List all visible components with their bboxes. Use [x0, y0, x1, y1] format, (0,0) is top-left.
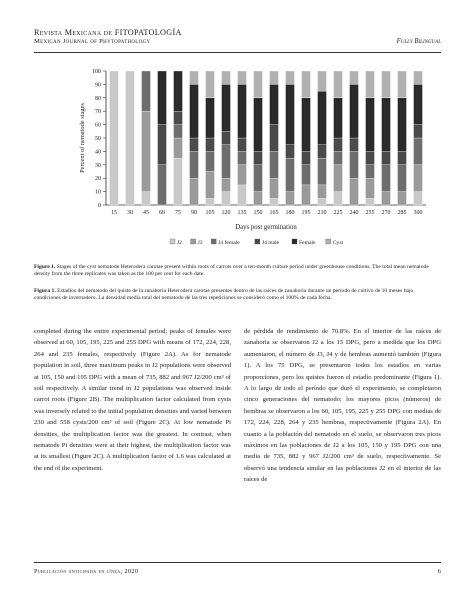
bar-segment-j4-male [158, 125, 167, 165]
bar-segment-j3 [238, 165, 247, 185]
bar-segment-j2 [334, 192, 343, 205]
bar-segment-female [350, 84, 359, 138]
bar-segment-j4-female [190, 151, 199, 178]
bar-segment-j4-female [254, 165, 263, 192]
bar-segment-j4-female [206, 151, 215, 171]
bar-segment-cyst [398, 71, 407, 98]
y-tick-label: 60 [95, 122, 101, 129]
bar-segment-female [302, 98, 311, 152]
bar-segment-cyst [302, 71, 311, 98]
bar-segment-j3 [142, 111, 151, 191]
bar-segment-j3 [286, 192, 295, 205]
bar-segment-female [238, 84, 247, 138]
bar-segment-j4-female [350, 151, 359, 178]
bar-segment-cyst [222, 71, 231, 84]
legend-label: J4 female [218, 240, 240, 246]
bar-segment-j4-male [318, 145, 327, 158]
bar-segment-j4-male [334, 138, 343, 151]
bar-segment-j4-male [286, 145, 295, 158]
y-tick-label: 20 [95, 176, 101, 183]
bar-segment-female [366, 98, 375, 152]
x-tick-label: 255 [365, 210, 375, 216]
legend-swatch [255, 239, 260, 244]
bar-segment-cyst [254, 71, 263, 98]
y-tick-label: 90 [95, 82, 101, 89]
bar-segment-j4-male [254, 151, 263, 164]
caption-es-text: Estadíos del nematodo del quiste de la zanahoria Heterodera carotae presentes dentro de las raíces de zanahoria durante un período de cultivo de 10 meses bajo condiciones de invernadero. La densidad media total del nematodo de las tres repeticiones se consideró como el 100% de cada fecha. [34, 288, 414, 302]
bar-segment-j4-female [222, 145, 231, 179]
bar-segment-j4-female [142, 71, 151, 111]
figure-caption-es [34, 288, 440, 302]
journal-title-es: Revista Mexicana de FITOPATOLOGÍA [34, 28, 182, 37]
bar-segment-j3 [254, 192, 263, 205]
x-axis-label: Days post germination [235, 224, 297, 231]
bar-segment-j2 [414, 192, 423, 205]
bar-segment-j3 [270, 178, 279, 198]
bar-segment-female [398, 98, 407, 152]
legend-swatch [326, 239, 331, 244]
bar-segment-j4-female [318, 158, 327, 185]
bar-segment-j3 [334, 165, 343, 192]
bar-segment-j4-female [382, 165, 391, 192]
x-tick-label: 60 [159, 210, 165, 216]
bar-segment-female [334, 98, 343, 138]
bar-segment-j4-male [206, 138, 215, 151]
bar-segment-female [206, 98, 215, 138]
bar-segment-cyst [238, 71, 247, 84]
y-tick-label: 50 [95, 136, 101, 142]
chart-legend [170, 239, 344, 246]
bar-segment-j4-male [350, 138, 359, 151]
y-tick-label: 70 [95, 109, 101, 116]
bar-segment-j2 [142, 192, 151, 205]
chart-bars [110, 71, 423, 205]
bar-segment-j4-male [270, 125, 279, 152]
y-tick-label: 0 [98, 203, 101, 209]
bar-segment-j3 [366, 178, 375, 198]
bar-segment-j4-female [238, 151, 247, 164]
figure-caption-en [34, 264, 440, 278]
bar-segment-j4-male [398, 151, 407, 164]
bar-segment-j3 [302, 185, 311, 205]
bar-segment-j4-male [174, 111, 183, 124]
section-label: Fully Bilingual [396, 38, 441, 45]
x-tick-label: 195 [301, 210, 311, 216]
journal-title-en: Mexican Journal of Phytopathology [34, 38, 151, 45]
x-tick-label: 30 [127, 210, 133, 216]
bar-segment-j3 [350, 178, 359, 205]
legend-swatch [191, 239, 196, 244]
bar-segment-j4-female [302, 165, 311, 185]
y-axis-label: Percent of nematode stages [79, 103, 86, 173]
bar-segment-cyst [286, 71, 295, 84]
caption-en-text: Stages of the cyst nematode Heterodera carotae present within roots of carrots over a ten-month culture period under greenhouse conditions. The total mean nematode density from the three replicates was taken as the 100 per cent for each date. [34, 264, 429, 278]
header-rule [34, 52, 441, 53]
legend-label: Female [299, 240, 316, 246]
bar-segment-female [382, 98, 391, 152]
bar-segment-cyst [350, 71, 359, 84]
x-tick-label: 105 [205, 210, 215, 216]
bar-segment-j2 [126, 71, 135, 205]
bar-segment-j2 [318, 198, 327, 205]
bar-segment-j4-male [414, 125, 423, 138]
x-tick-label: 240 [349, 210, 359, 216]
bar-segment-cyst [382, 71, 391, 98]
bar-segment-j3 [318, 185, 327, 198]
bar-segment-female [318, 91, 327, 145]
bar-segment-j4-male [366, 151, 375, 164]
x-tick-label: 180 [285, 210, 295, 216]
footer-publication: Publicación anticipada en línea, 2020 [34, 568, 139, 575]
x-tick-label: 45 [143, 210, 149, 216]
bar-segment-female [414, 84, 423, 124]
x-tick-label: 75 [175, 210, 181, 216]
bar-segment-j4-female [414, 138, 423, 165]
legend-label: J4 male [261, 240, 280, 246]
legend-swatch [170, 239, 175, 244]
bar-segment-j3 [382, 192, 391, 205]
bar-segment-j3 [206, 172, 215, 199]
running-header [34, 28, 441, 45]
bar-segment-j4-female [366, 165, 375, 178]
bar-segment-cyst [318, 71, 327, 91]
legend-label: J2 [177, 240, 182, 246]
bar-segment-female [222, 84, 231, 131]
bar-segment-j4-female [334, 151, 343, 164]
footer-rule [34, 562, 441, 563]
y-tick-label: 40 [95, 149, 101, 156]
paragraph: de pérdida de rendimiento de 70.8%. En el interior de las raíces de zanahoria se observaron J2 a los 15 DPG, pero a medida que los DPG aumentaron, el número de J3, J4 y de hembras aumentó también (Figura 1). A los 75 DPG, se presentaron todos los estadíos en varias proporciones, pero los quistes fueron el estadío predominante (Figura 1). A lo largo de todo el período que duró el experimento, se completaron cinco generaciones del nematodo; los mayores picos (números) de hembras se observaron a los 60, 105, 195, 225 y 255 DPG con medias de 172, 224, 228, 264 y 235 hembras, respectivamente (Figura 2A). En cuanto a la población del nematodo en el suelo, se observaron tres picos máximos en las poblaciones de J2 a los 105, 150 y 195 DPG con una media de 735, 882 y 967 J2/200 cm³ de suelo, respectivamente. Se observó una tendencia similar en las poblaciones J2 en el interior de las raíces de [244, 328, 441, 484]
bar-segment-cyst [414, 71, 423, 84]
x-tick-label: 165 [269, 210, 279, 216]
bar-segment-j2 [110, 71, 119, 205]
bar-segment-cyst [334, 71, 343, 98]
bar-segment-j2 [206, 198, 215, 205]
legend-swatch [211, 239, 216, 244]
bar-segment-j3 [174, 138, 183, 158]
bar-segment-female [270, 84, 279, 124]
body-column-right [244, 326, 441, 486]
caption-en-label: Figure 1. [34, 264, 56, 270]
bar-segment-female [174, 71, 183, 111]
x-tick-label: 225 [333, 210, 343, 216]
bar-segment-j2 [222, 192, 231, 205]
bar-segment-female [254, 98, 263, 152]
bar-segment-j4-female [174, 125, 183, 138]
bar-segment-j4-female [270, 151, 279, 178]
bar-segment-j3 [222, 178, 231, 191]
paragraph: completed during the entire experimental period; peaks of females were observed at 60, 105, 195, 225 and 255 DPG with means of 172, 224, 228, 264 and 235 females, respectively (Figure 2A). As for nematode population in soil, three maximum peaks in J2 populations were observed at 105, 150 and 195 DPG with a mean of 735, 882 and 967 J2/200 cm³ of soil respectively. A similar trend in J2 populations was observed inside carrot roots (Figure 2B). The multiplication factor calculated from cysts was inversely related to the initial population densities and varied between 230 and 558 cysts/200 cm³ of soil (Figure 2C). At low nematode Pi densities, the multiplication factor was the greatest. In contrast, when nematode Pi densities were at their highest, the multiplication factor was at its smallest (Figure 2C). A multiplication factor of 1.6 was calculated at the end of the experiment. [34, 328, 231, 472]
bar-segment-j4-female [398, 165, 407, 192]
bar-segment-j4-male [190, 138, 199, 151]
bar-segment-j3 [190, 178, 199, 205]
x-tick-label: 150 [253, 210, 263, 216]
y-tick-label: 100 [92, 69, 101, 75]
legend-label: Cyst [332, 240, 344, 246]
x-tick-label: 90 [191, 210, 197, 216]
bar-segment-j4-male [222, 131, 231, 144]
caption-es-label: Figura 1. [34, 288, 56, 294]
page-number: 6 [437, 568, 441, 575]
y-tick-label: 80 [95, 95, 101, 102]
bar-segment-female [190, 84, 199, 138]
legend-swatch [292, 239, 297, 244]
bar-segment-j4-female [158, 165, 167, 205]
bar-segment-cyst [366, 71, 375, 98]
bar-segment-j3 [414, 165, 423, 192]
x-tick-label: 270 [381, 210, 391, 216]
bar-segment-female [286, 84, 295, 144]
legend-label: J3 [197, 240, 203, 246]
bar-segment-j4-male [302, 151, 311, 164]
x-tick-label: 210 [317, 210, 327, 216]
bar-segment-female [158, 71, 167, 125]
body-column-left [34, 326, 231, 474]
figure-1-chart [34, 55, 434, 255]
y-tick-label: 30 [95, 162, 101, 169]
x-tick-label: 120 [221, 210, 231, 216]
bar-segment-j2 [174, 158, 183, 205]
bar-segment-j3 [398, 192, 407, 205]
x-tick-label: 300 [413, 210, 423, 216]
x-tick-label: 15 [111, 210, 117, 216]
x-tick-label: 285 [397, 210, 407, 216]
bar-segment-j2 [238, 185, 247, 205]
bar-segment-cyst [270, 71, 279, 84]
bar-segment-j2 [270, 198, 279, 205]
y-tick-label: 10 [95, 189, 101, 196]
bar-segment-j4-male [382, 151, 391, 164]
bar-segment-j4-male [238, 138, 247, 151]
bar-segment-j2 [366, 198, 375, 205]
x-tick-label: 135 [237, 210, 247, 216]
bar-segment-j4-female [286, 158, 295, 192]
bar-segment-cyst [206, 71, 215, 98]
bar-segment-cyst [190, 71, 199, 84]
